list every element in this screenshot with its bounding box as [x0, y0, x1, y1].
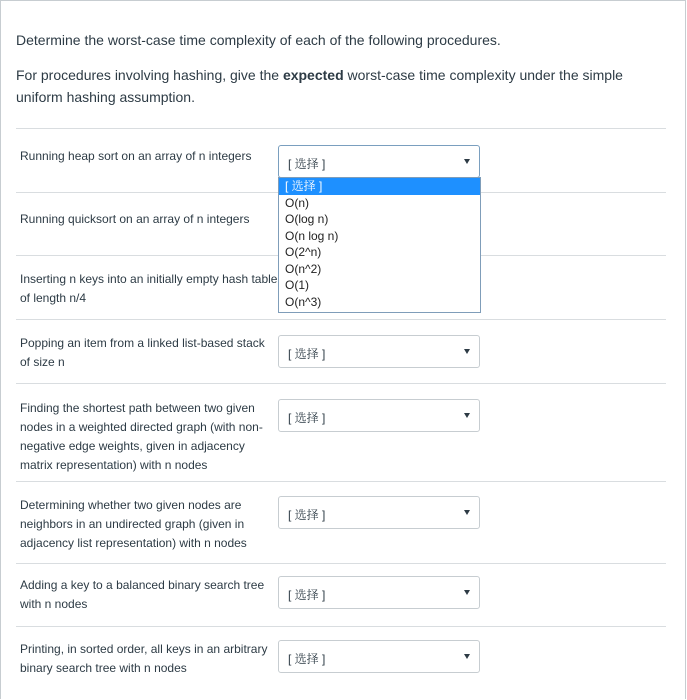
instructions-line-2-suffix: worst-case time complexity under the simple uniform hashing assumption.: [16, 67, 623, 105]
answer-select-6[interactable]: [278, 496, 480, 529]
chevron-down-icon: [464, 413, 470, 418]
question-row-4: [16, 319, 666, 383]
instructions-line-2: [16, 64, 656, 108]
question-prompt: Finding the shortest path between two given nodes in a weighted directed graph (with non-negative edge weights, given in adjacency matrix representation) with n nodes: [20, 401, 263, 472]
question-prompt: Printing, in sorted order, all keys in an arbitrary binary search tree with n nodes: [20, 642, 268, 675]
answer-select-8[interactable]: [278, 640, 480, 673]
chevron-down-icon: [464, 159, 470, 164]
question-row-6: [16, 481, 666, 563]
select-value: [ 选择 ]: [288, 508, 326, 522]
chevron-down-icon: [464, 590, 470, 595]
question-row-5: [16, 383, 666, 481]
answer-dropdown-list: [278, 177, 481, 313]
question-prompt: Running heap sort on an array of n integers: [20, 149, 252, 163]
chevron-down-icon: [464, 349, 470, 354]
question-row-8: [16, 626, 666, 700]
instructions-line-1: Determine the worst-case time complexity of each of the following procedures.: [16, 32, 501, 48]
question-prompt: Adding a key to a balanced binary search tree with n nodes: [20, 578, 265, 611]
dropdown-option[interactable]: O(log n): [285, 212, 329, 226]
question-prompt: Popping an item from a linked list-based stack of size n: [20, 336, 265, 369]
instructions-line-2-prefix: For procedures involving hashing, give the: [16, 67, 283, 83]
answer-select-7[interactable]: [278, 576, 480, 609]
question-prompt: Running quicksort on an array of n integers: [20, 212, 250, 226]
dropdown-option[interactable]: O(1): [285, 278, 309, 292]
dropdown-option[interactable]: O(n log n): [285, 228, 339, 243]
select-value: [ 选择 ]: [288, 588, 326, 602]
dropdown-option[interactable]: O(n^2): [285, 261, 322, 276]
dropdown-option[interactable]: O(n^3): [285, 294, 322, 309]
answer-select-5[interactable]: [278, 399, 480, 432]
dropdown-option[interactable]: O(2^n): [285, 245, 322, 259]
chevron-down-icon: [464, 510, 470, 515]
answer-select-1[interactable]: [278, 145, 480, 178]
dropdown-option[interactable]: [ 选择 ]: [279, 178, 480, 195]
select-value: [ 选择 ]: [288, 157, 326, 171]
instructions: [16, 30, 656, 122]
instructions-emphasis: expected: [282, 67, 344, 83]
question-prompt: Inserting n keys into an initially empty hash table of length n/4: [20, 272, 278, 305]
dropdown-option[interactable]: O(n): [285, 195, 309, 210]
select-value: [ 选择 ]: [288, 347, 326, 361]
select-value: [ 选择 ]: [288, 652, 326, 666]
select-value: [ 选择 ]: [288, 411, 326, 425]
question-row-7: [16, 563, 666, 626]
question-prompt: Determining whether two given nodes are neighbors in an undirected graph (given in adjacency list representation) with n nodes: [20, 498, 247, 550]
chevron-down-icon: [464, 654, 470, 659]
answer-select-4[interactable]: [278, 335, 480, 368]
